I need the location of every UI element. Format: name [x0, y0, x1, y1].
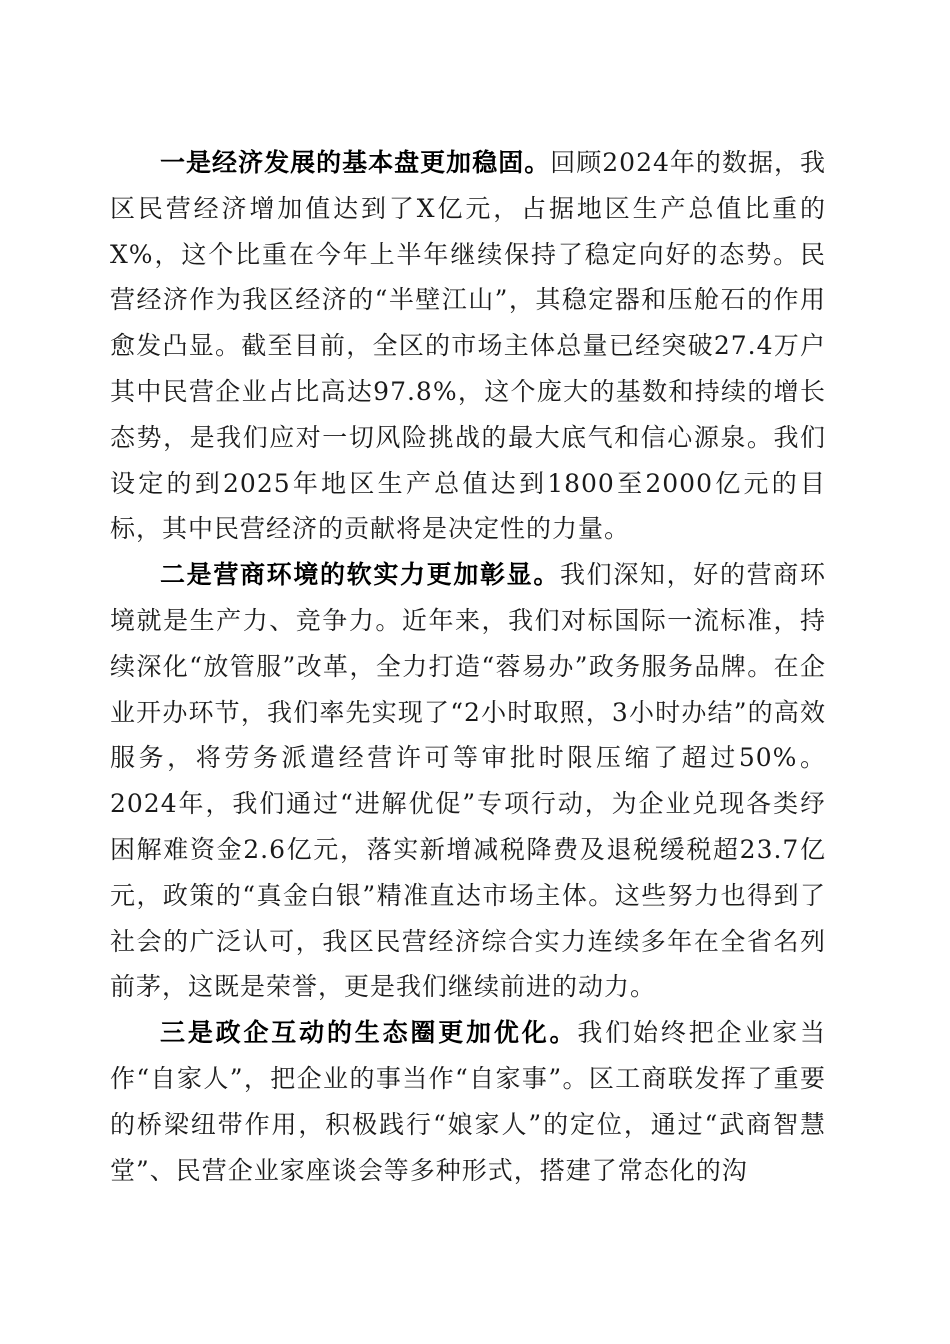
paragraph-lead-heading: 二是营商环境的软实力更加彰显。	[160, 560, 560, 590]
paragraph-text: 我们深知，好的营商环境就是生产力、竞争力。近年来，我们对标国际一流标准，持续深化“放管服”改革，全力打造“蓉易办”政务服务品牌。在企业开办环节，我们率先实现了“2小时取照，3小时办结”的高效服务，将劳务派遣经营许可等审批时限压缩了超过50%。2024年，我们通过“进解优促”专项行动，为企业兑现各类纾困解难资金2.6亿元，落实新增减税降费及退税缓税超23.7亿元，政策的“真金白银”精准直达市场主体。这些努力也得到了社会的广泛认可，我区民营经济综合实力连续多年在全省名列前茅，这既是荣誉，更是我们继续前进的动力。	[110, 560, 826, 1002]
paragraph-lead-heading: 三是政企互动的生态圈更加优化。	[160, 1018, 578, 1048]
paragraph-text: 我们始终把企业家当作“自家人”，把企业的事当作“自家事”。区工商联发挥了重要的桥梁纽带作用，积极践行“娘家人”的定位，通过“武商智慧堂”、民营企业家座谈会等多种形式，搭建了常态化的沟	[110, 1018, 826, 1185]
paragraph-business-environment	[110, 552, 826, 1010]
paragraph-economic-foundation	[110, 140, 826, 552]
paragraph-government-enterprise	[110, 1010, 826, 1193]
paragraph-lead-heading: 一是经济发展的基本盘更加稳固。	[160, 148, 551, 177]
paragraph-text: 回顾2024年的数据，我区民营经济增加值达到了X亿元，占据地区生产总值比重的X%，这个比重在今年上半年继续保持了稳定向好的态势。民营经济作为我区经济的“半壁江山”，其稳定器和压舱石的作用愈发凸显。截至目前，全区的市场主体总量已经突破27.4万户其中民营企业占比高达97.8%，这个庞大的基数和持续的增长态势，是我们应对一切风险挑战的最大底气和信心源泉。我们设定的到2025年地区生产总值达到1800至2000亿元的目标，其中民营经济的贡献将是决定性的力量。	[110, 148, 826, 544]
document-body	[110, 140, 826, 1193]
